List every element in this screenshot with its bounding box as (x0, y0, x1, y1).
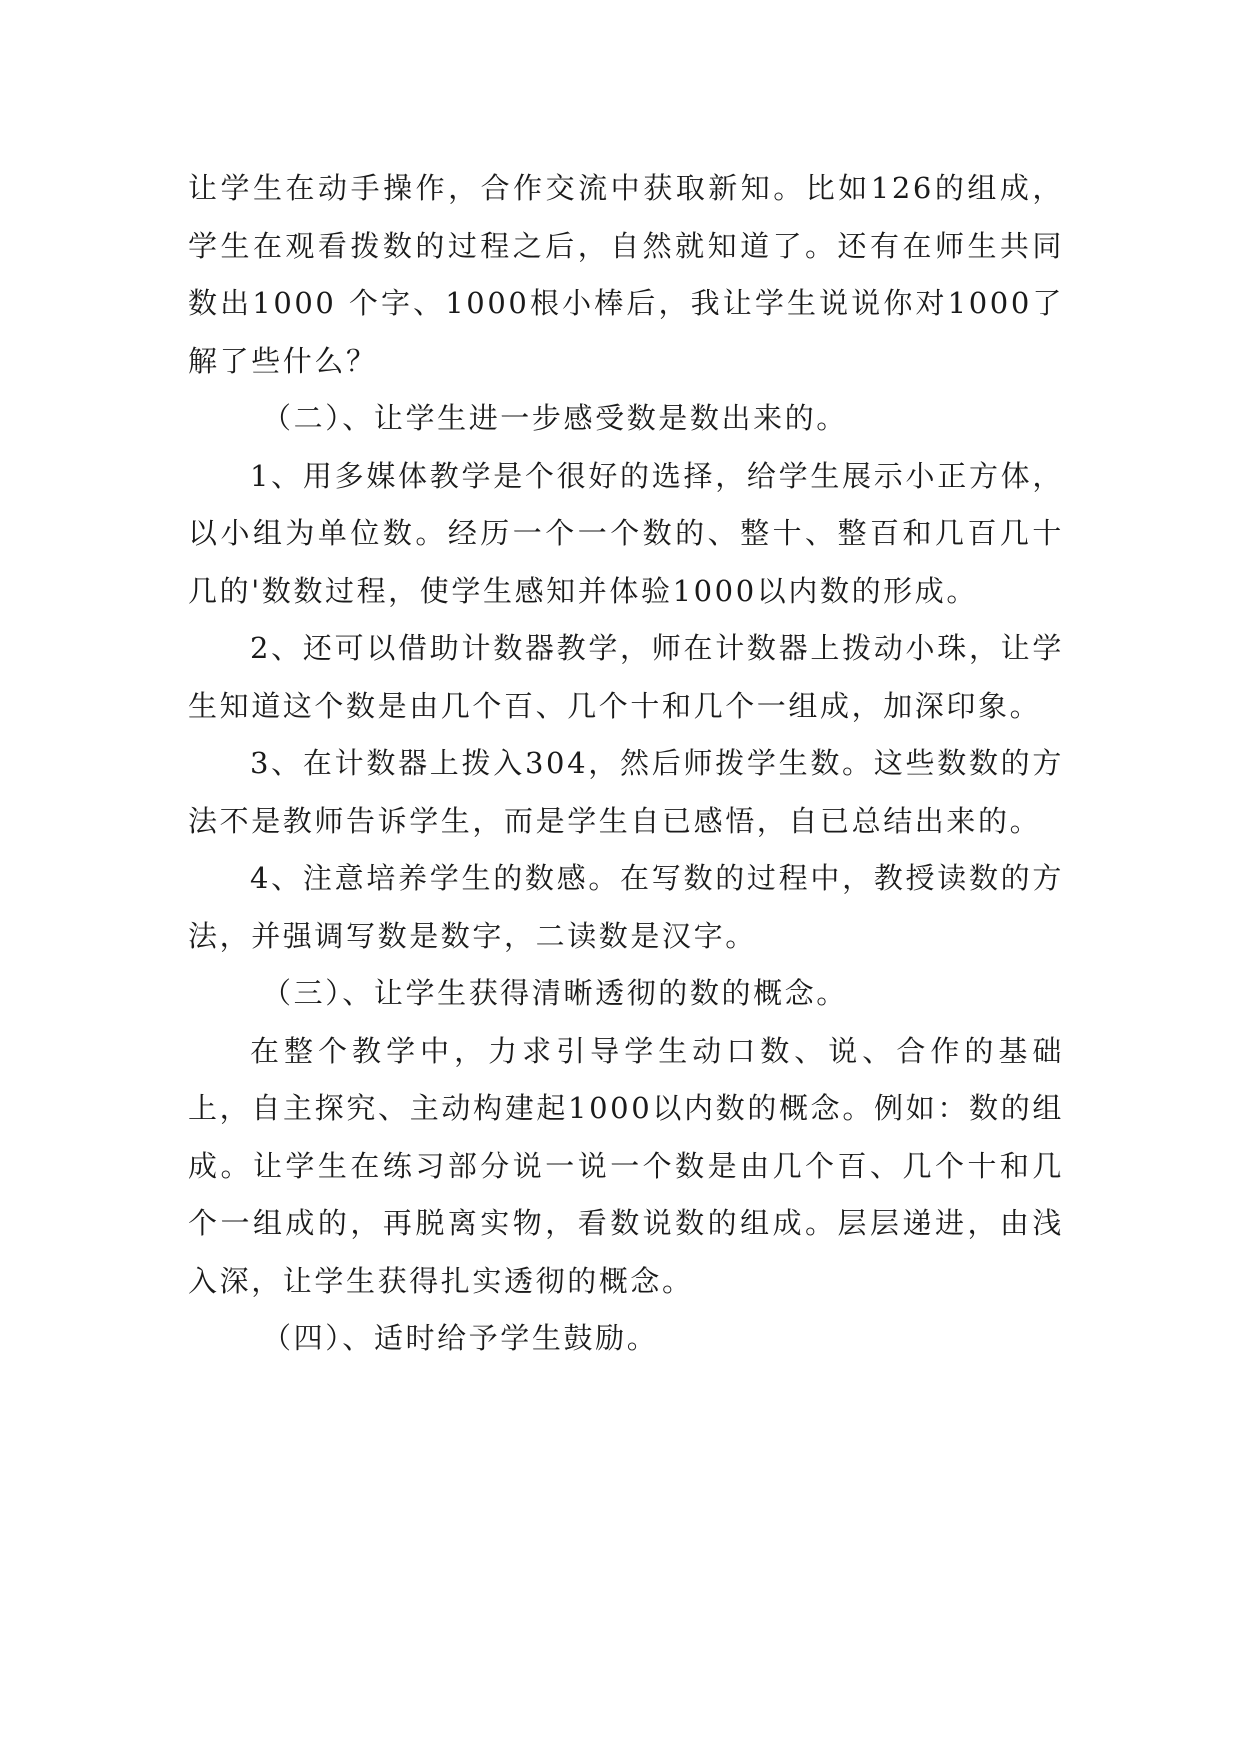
paragraph-item-3: 3、在计数器上拨入304，然后师拨学生数。这些数数的方法不是教师告诉学生，而是学生自已感悟，自已总结出来的。 (188, 746, 1064, 838)
section-heading-3: （三）、让学生获得清晰透彻的数的概念。 (262, 976, 848, 1010)
paragraph-item-4: 4、注意培养学生的数感。在写数的过程中，教授读数的方法，并强调写数是数字，二读数是汉字。 (188, 861, 1064, 953)
paragraph-126-composition: 让学生在动手操作，合作交流中获取新知。比如126的组成，学生在观看拨数的过程之后，自然就知道了。还有在师生共同数出1000 个字、1000根小棒后，我让学生说说你对1000了解了些什么？ (188, 171, 1064, 378)
paragraph-item-2: 2、还可以借助计数器教学，师在计数器上拨动小珠，让学生知道这个数是由几个百、几个十和几个一组成，加深印象。 (188, 631, 1064, 723)
document-body (188, 160, 1064, 1368)
section-heading-4: （四）、适时给予学生鼓励。 (262, 1321, 659, 1355)
section-heading-2: （二）、让学生进一步感受数是数出来的。 (262, 401, 848, 435)
paragraph-item-1: 1、用多媒体教学是个很好的选择，给学生展示小正方体，以小组为单位数。经历一个一个数的、整十、整百和几百几十几的'数数过程，使学生感知并体验1000以内数的形成。 (188, 458, 1064, 608)
paragraph-concept: 在整个教学中，力求引导学生动口数、说、合作的基础上，自主探究、主动构建起1000以内数的概念。例如：数的组成。让学生在练习部分说一说一个数是由几个百、几个十和几个一组成的，再脱离实物，看数说数的组成。层层递进，由浅入深，让学生获得扎实透彻的概念。 (188, 1033, 1064, 1298)
